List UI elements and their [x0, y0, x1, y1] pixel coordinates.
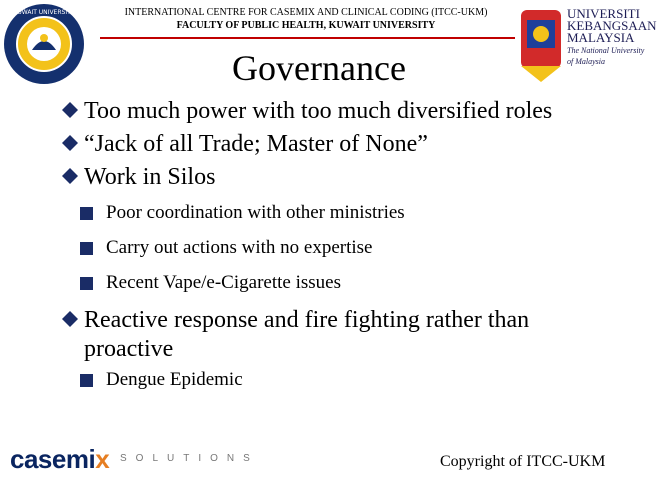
sub-bullet-item [80, 236, 620, 260]
square-bullet-icon [80, 207, 93, 220]
square-bullet-icon [80, 242, 93, 255]
brand-subtitle: SOLUTIONS [120, 453, 259, 464]
sub-bullet-item [80, 271, 620, 295]
ukm-line-1: UNIVERSITI [567, 6, 640, 21]
square-bullet-icon [80, 374, 93, 387]
sub-bullet-text: Carry out actions with no expertise [106, 237, 373, 258]
sub-bullet-item [80, 201, 620, 225]
ukm-tagline-2: of Malaysia [567, 57, 605, 66]
bullet-item-2 [60, 130, 620, 159]
bullet-text: “Jack of all Trade; Master of None” [84, 131, 428, 157]
sub-bullet-text: Dengue Epidemic [106, 369, 243, 390]
header-divider [100, 37, 515, 39]
bullet-item-1 [60, 97, 620, 126]
brand-main-text: casemi [10, 444, 96, 474]
square-bullet-icon [80, 277, 93, 290]
ukm-line-3: MALAYSIA [567, 30, 635, 45]
diamond-bullet-icon [60, 309, 80, 329]
casemix-brand-logo [10, 444, 109, 474]
bullet-item-4 [60, 306, 620, 364]
diamond-bullet-icon [60, 133, 80, 153]
diamond-bullet-icon [60, 166, 80, 186]
bullet-text: Reactive response and fire fighting rather than proactive [84, 307, 530, 362]
sub-bullet-text: Recent Vape/e-Cigarette issues [106, 272, 341, 293]
diamond-bullet-icon [60, 100, 80, 120]
copyright-notice: Copyright of ITCC-UKM [440, 453, 606, 470]
ukm-tagline-1: The National University [567, 46, 645, 55]
bullet-text: Too much power with too much diversified roles [84, 98, 553, 124]
brand-x-text: x [95, 444, 110, 474]
svg-text:KUWAIT UNIVERSITY: KUWAIT UNIVERSITY [13, 9, 75, 16]
bullet-item-3 [60, 163, 620, 192]
sub-bullet-text: Poor coordination with other ministries [106, 202, 405, 223]
header-line-2: FACULTY OF PUBLIC HEALTH, KUWAIT UNIVERSITY [176, 20, 436, 31]
ukm-line-2: KEBANGSAAN [567, 18, 657, 33]
bullet-list [60, 97, 620, 403]
slide-title: Governance [232, 48, 406, 88]
header-line-1: INTERNATIONAL CENTRE FOR CASEMIX AND CLINICAL CODING (ITCC-UKM) [124, 7, 488, 18]
sub-bullet-item [80, 368, 620, 392]
bullet-text: Work in Silos [84, 164, 216, 190]
slide-header [92, 6, 520, 32]
